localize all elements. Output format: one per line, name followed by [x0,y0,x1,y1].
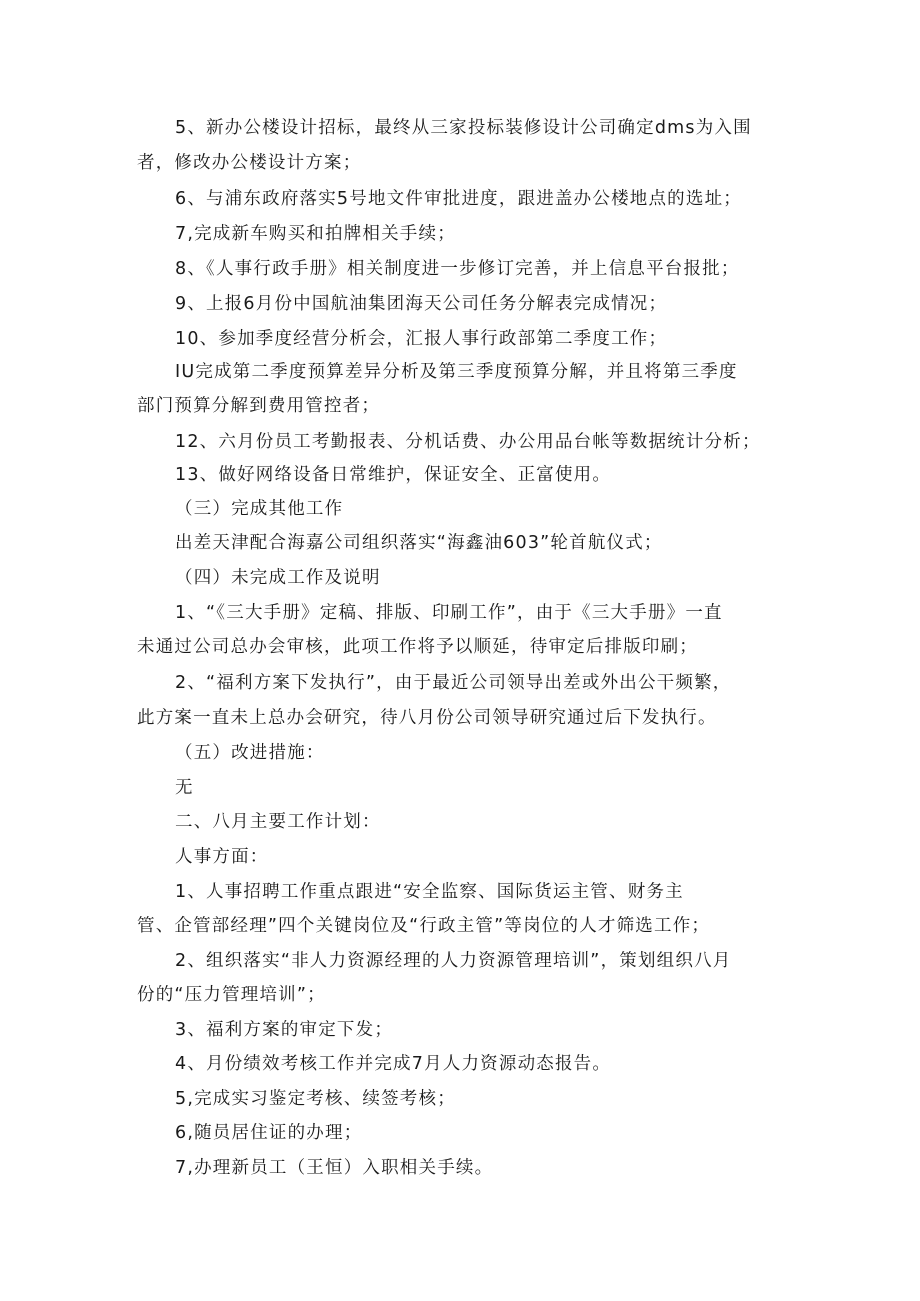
paragraph-line: 者，修改办公楼设计方案； [137,153,362,173]
paragraph-line: 未通过公司总办会审核，此项工作将予以顺延，待审定后排版印刷； [137,637,698,657]
paragraph-line: 2、组织落实“非人力资源经理的人力资源管理培训”，策划组织八月 [175,951,732,971]
paragraph-line: 部门预算分解到费用管控者； [137,396,381,416]
paragraph-line: 6、与浦东政府落实5号地文件审批进度，跟进盖办公楼地点的选址； [175,189,742,209]
paragraph-line: 4、月份绩效考核工作并完成7月人力资源动态报告。 [175,1054,612,1074]
paragraph-line: 份的“压力管理培训”； [137,985,326,1005]
paragraph-line: 1、“《三大手册》定稿、排版、印刷工作”，由于《三大手册》一直 [175,603,723,623]
paragraph-line: 8、《人事行政手册》相关制度进一步修订完善，并上信息平台报批； [175,259,740,279]
paragraph-line: 10、参加季度经营分析会，汇报人事行政部第二季度工作； [175,329,668,349]
paragraph-line: 1、人事招聘工作重点跟进“安全监察、国际货运主管、财务主 [175,882,684,902]
paragraph-line: 12、六月份员工考勤报表、分机话费、办公用品台帐等数据统计分析； [175,432,761,452]
paragraph-line: 此方案一直未上总办会研究，待八月份公司领导研究通过后下发执行。 [137,708,717,728]
paragraph-line: 7,完成新车购买和拍牌相关手续； [175,224,456,244]
paragraph-line: 无 [175,778,194,798]
section-heading: （五）改进措施： [175,743,325,763]
paragraph-line: 2、“福利方案下发执行”，由于最近公司领导出差或外出公干频繁， [175,673,732,693]
paragraph-line: 9、上报6月份中国航油集团海天公司任务分解表完成情况； [175,294,668,314]
paragraph-line: IU完成第二季度预算差异分析及第三季度预算分解，并且将第三季度 [175,362,738,382]
paragraph-line: 6,随员居住证的办理； [175,1123,363,1143]
section-heading: （四）未完成工作及说明 [175,568,381,588]
subsection-heading: 人事方面： [175,847,269,867]
paragraph-line: 7,办理新员工（王恒）入职相关手续。 [175,1158,494,1178]
paragraph-line: 出差天津配合海嘉公司组织落实“海鑫油603”轮首航仪式； [175,533,663,553]
paragraph-line: 13、做好网络设备日常维护，保证安全、正富使用。 [175,465,612,485]
paragraph-line: 5、新办公楼设计招标，最终从三家投标装修设计公司确定dms为入围 [175,118,752,138]
section-heading: 二、八月主要工作计划： [175,812,381,832]
section-heading: （三）完成其他工作 [175,499,344,519]
paragraph-line: 5,完成实习鉴定考核、续签考核； [175,1089,456,1109]
paragraph-line: 管、企管部经理”四个关键岗位及“行政主管”等岗位的人才筛选工作； [137,916,711,936]
paragraph-line: 3、福利方案的审定下发； [175,1020,394,1040]
